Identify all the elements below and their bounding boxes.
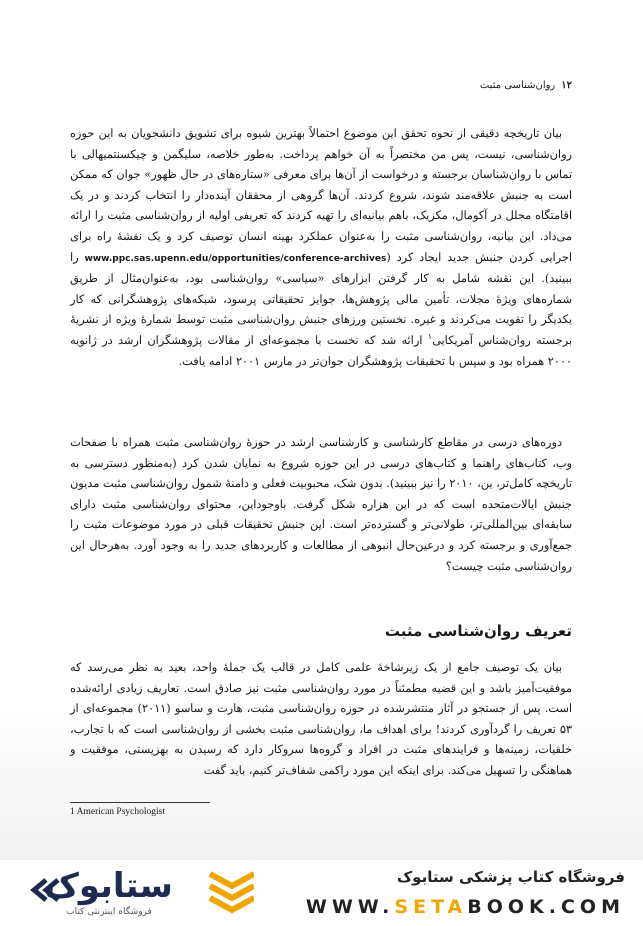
running-title: روان‌شناسی مثبت [479, 80, 556, 91]
page-header [470, 80, 572, 91]
logo-subtitle: فروشگاه اینترنتی کتاب [66, 907, 152, 917]
footnote-divider [70, 802, 210, 803]
paragraph-history-text-b: را ببینید). این نقشه شامل به کار گرفتن ابزارهای «سیاسی» روان‌شناسی بود، به‌عنوان‌مثال از طریق شماره‌های ویژهٔ مجلات، تأمین مالی پژوهش‌ها، جوایز تحقیقاتی پرسود، شبکه‌های پژوهشگرانی که کار یکدیگر را تقویت می‌کردند و غیره. نخستین ورزهای جنبش روان‌شناسی مثبت توسط شمارهٔ ویژه از نشریهٔ برجسته روان‌شناس آمریکایی [70, 250, 572, 347]
store-url-prefix: WWW. [305, 896, 395, 918]
store-name: فروشگاه کتاب پزشکی ستابوک [396, 868, 625, 886]
page-number: ۱۲ [561, 80, 572, 91]
paragraph-definition-text: بیان یک توصیف جامع از یک زیرشاخهٔ علمی کامل در قالب یک جملهٔ واحد، بعید به نظر می‌رسد که موفقیت‌آمیز باشد و این قضیه مطمئناً در مورد روان‌شناسی مثبت نیز صادق است. تعاریف زیادی ارائه‌شده است. پس از جستجو در آثار منتشرشده در حوزه روان‌شناسی مثبت، هارت و ساسو (۲۰۱۱) مجموعه‌ای از ۵۳ تعریف را گردآوری کردند! برای اهداف ما، روان‌شناسی مثبت بخشی از روان‌شناسی است که با تجارب، خلقیات، زمینه‌ها و فرایندهای مثبت در افراد و گروه‌ها سروکار دارد که رسیدن به بهزیستی، موفقیت و هماهنگی را تسهیل می‌کند. برای اینکه این مورد راکمی شفاف‌تر کنیم، باید گفت [70, 661, 573, 777]
store-url-suffix: BOOK.COM [467, 896, 625, 918]
section-heading: تعریف روان‌شناسی مثبت [384, 622, 572, 640]
footnote-marker: ۱ [427, 332, 433, 342]
archive-url: www.ppc.sas.upenn.edu/opportunities/conference-archives [84, 253, 387, 264]
paragraph-history-text-a: بیان تاریخچه دقیقی از نحوه تحقق این موضوع احتمالاً بهترین شیوه برای تشویق دانشجویان به این حوزه روان‌شناسی، نیست، پس من مختصراً به آن خواهم پرداخت. به‌طور خلاصه، سلیگمن و چیکسنتمیهالی با تماس با روان‌شناسان برجسته و درخواست از آن‌ها برای معرفی «ستاره‌های در حال ظهور» جوان که ممکن است به جنبش علاقه‌مند شوند، شروع کردند. آن‌ها گروهی از محققان آینده‌دار را انتخاب کردند و در یک اقامتگاه مجلل در آکومال، مکزیک، باهم بیانیه‌ای را تهیه کردند که تعریفی اولیه از روان‌شناسی مثبت را ارائه می‌داد. این بیانیه، روان‌شناسی مثبت را به‌عنوان عملکرد بهینه انسان توصیف کرد و یک نقشهٔ راه برای اجرایی کردن جنبش جدید ایجاد کرد ( [70, 127, 573, 264]
paragraph-history [70, 124, 572, 372]
paragraph-courses-text: دوره‌های درسی در مقاطع کارشناسی و کارشناسی ارشد در حوزهٔ روان‌شناسی مثبت همراه با صفحات وب، کتاب‌های راهنما و کتاب‌های درسی در این حوزه شروع به نمایان شدن کرد (به‌منظور دسترسی به تاریخچه کامل‌تر، ین، ۲۰۱۰ را نیز ببینید). بدون شک، محبوبیت فعلی و دامنهٔ شمول روان‌شناسی مثبت مدیون جنبش ایالات‌متحده است که در این هزاره شکل گرفت. باوجوداین، محتوای روان‌شناسی مثبت دارای سابقه‌ای بین‌المللی‌تر، طولانی‌تر و گسترده‌تر است. این جنبش تحقیقات قبلی در مورد موضوعات مثبت را جمع‌آوری و برجسته کرد و درعین‌حال انبوهی از مطالعات و کاربردهای جدید را به وجود آورد. به‌هرحال این روان‌شناسی مثبت چیست؟ [70, 436, 572, 573]
logo-wordmark: ستابوک [44, 866, 173, 906]
footnote: 1 American Psychologist [70, 807, 165, 817]
paragraph-definition [70, 658, 572, 782]
store-url [305, 896, 625, 918]
paragraph-courses [70, 433, 572, 577]
store-url-highlight: SETA [394, 896, 468, 918]
paragraph-history-text-c: ارائه شد که نخست با مجموعه‌ای از مقالات پژوهشگران ارشد در ژانویه ۲۰۰۰ همراه بود و سپس با تحقیقات پژوهشگران جوان‌تر در مارس ۲۰۰۱ ادامه یافت. [70, 333, 572, 368]
